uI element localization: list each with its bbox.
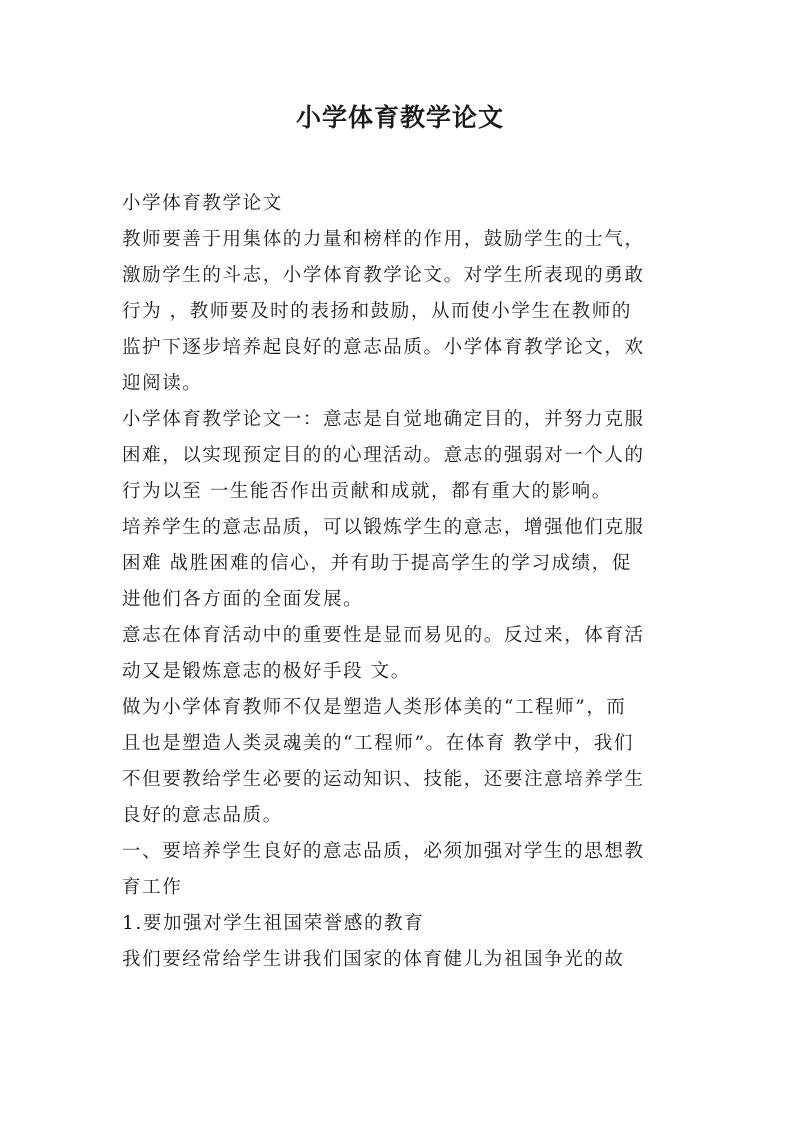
- text-line: 困难，以实现预定目的的心理活动。意志的强弱对一个人的: [122, 445, 645, 466]
- document-body: [122, 186, 688, 978]
- text-line: 一、要培养学生良好的意志品质，必须加强对学生的思想教: [122, 841, 645, 862]
- text-line: 动又是锻炼意志的极好手段 文。: [122, 661, 411, 682]
- text-line: 行为以至 一生能否作出贡献和成就，都有重大的影响。: [122, 481, 612, 502]
- document-title: 小学体育教学论文: [295, 103, 504, 132]
- text-line: 教师要善于用集体的力量和榜样的作用，鼓励学生的士气，: [122, 229, 645, 250]
- text-line: 1.要加强对学生祖国荣誉感的教育: [122, 913, 425, 934]
- text-line: 小学体育教学论文一：意志是自觉地确定目的，并努力克服: [122, 409, 645, 430]
- text-line: 且也是塑造人类灵魂美的“工程师”。在体育 教学中，我们: [122, 733, 634, 754]
- text-line: 不但要教给学生必要的运动知识、技能，还要注意培养学生: [122, 769, 645, 790]
- text-line: 监护下逐步培养起良好的意志品质。小学体育教学论文，欢: [122, 337, 645, 358]
- text-line: 我们要经常给学生讲我们国家的体育健儿为祖国争光的故: [122, 949, 625, 970]
- text-line: 迎阅读。: [122, 373, 203, 394]
- text-line: 激励学生的斗志，小学体育教学论文。对学生所表现的勇敢: [122, 265, 645, 286]
- text-line: 培养学生的意志品质，可以锻炼学生的意志，增强他们克服: [122, 517, 645, 538]
- text-line: 良好的意志品质。: [122, 805, 283, 826]
- text-line: 做为小学体育教师不仅是塑造人类形体美的“工程师”，而: [122, 697, 627, 718]
- text-line: 进他们各方面的全面发展。: [122, 589, 364, 610]
- text-line: 困难 战胜困难的信心，并有助于提高学生的学习成绩，促: [122, 553, 632, 574]
- text-line: 育工作: [122, 877, 183, 898]
- text-line: 小学体育教学论文: [122, 193, 283, 214]
- text-line: 行为 ，教师要及时的表扬和鼓励，从而使小学生在教师的: [122, 301, 632, 322]
- text-line: 意志在体育活动中的重要性是显而易见的。反过来，体育活: [122, 625, 645, 646]
